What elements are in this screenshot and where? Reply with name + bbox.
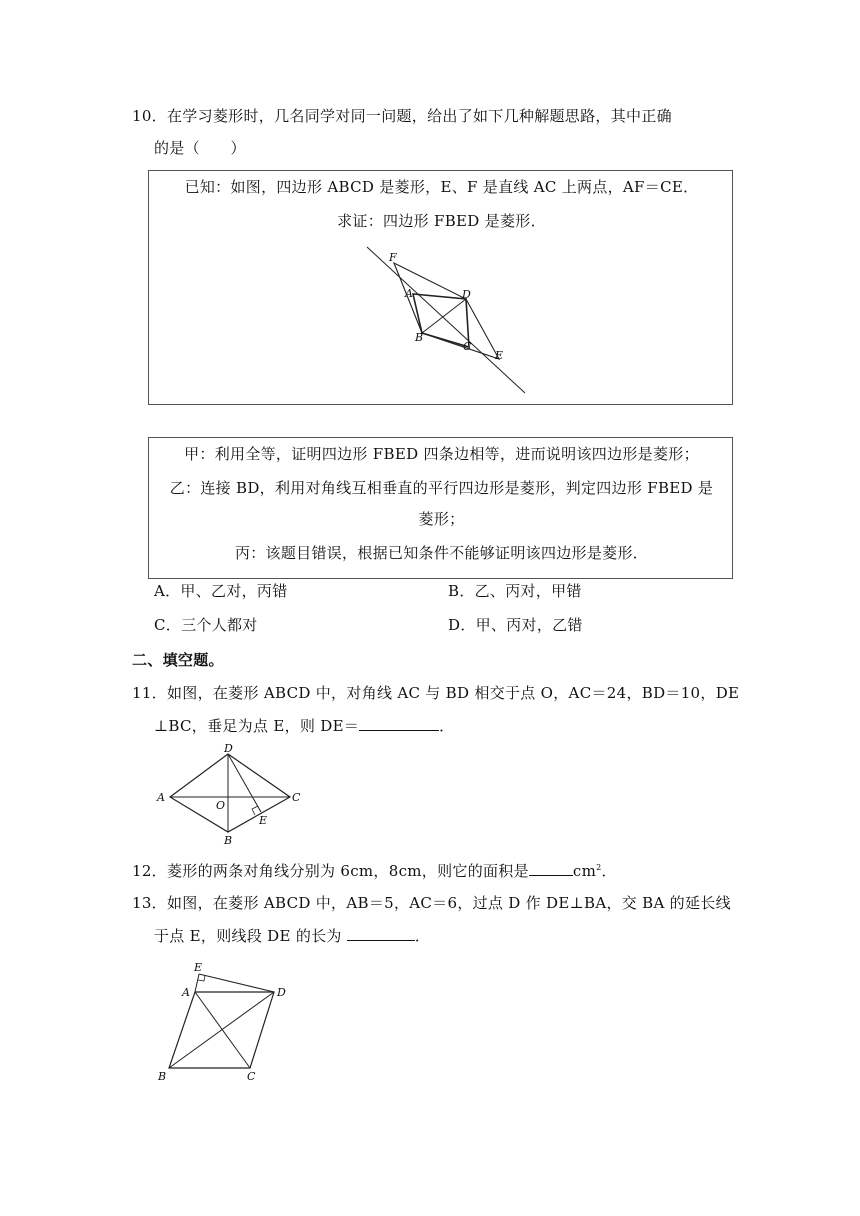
label-E: E xyxy=(259,814,268,827)
label-F: F xyxy=(389,251,397,264)
q13-line1: 13．如图，在菱形 ABCD 中，AB＝5，AC＝6，过点 D 作 DE⊥BA，交 BA 的延长线 xyxy=(132,894,731,912)
line-ac xyxy=(367,247,525,393)
option-d[interactable]: D．甲、丙对，乙错 xyxy=(448,616,583,634)
quad-fbed xyxy=(394,263,499,359)
q12-unit-exponent: 2 xyxy=(596,863,602,872)
q13-figure xyxy=(152,958,302,1088)
q10-figure xyxy=(349,237,549,397)
q10-stem-line1: 10．在学习菱形时，几名同学对同一问题，给出了如下几种解题思路，其中正确 xyxy=(132,107,672,125)
q12-period: ． xyxy=(601,862,617,880)
q10-stem-line2: 的是（ ） xyxy=(154,139,246,157)
label-D: D xyxy=(277,986,286,999)
label-E: E xyxy=(495,349,504,362)
opinion-bing: 丙：该题目错误，根据已知条件不能够证明该四边形是菱形． xyxy=(234,544,649,562)
opinion-jia: 甲：利用全等，证明四边形 FBED 四条边相等，进而说明该四边形是菱形； xyxy=(184,445,699,463)
right-angle-mark xyxy=(252,806,258,815)
option-b[interactable]: B．乙、丙对，甲错 xyxy=(448,582,582,600)
q12-text: 12．菱形的两条对角线分别为 6cm，8cm，则它的面积是 xyxy=(132,862,529,880)
diagonal-bd xyxy=(169,992,274,1068)
q11-line2-text: ⊥BC，垂足为点 E，则 DE＝ xyxy=(154,717,360,735)
q13-period: ． xyxy=(414,927,431,945)
q11-line1: 11．如图，在菱形 ABCD 中，对角线 AC 与 BD 相交于点 O，AC＝24，BD＝10，DE xyxy=(132,684,740,702)
diagonal-ac xyxy=(195,992,250,1068)
option-a[interactable]: A．甲、乙对，丙错 xyxy=(154,582,288,600)
label-C: C xyxy=(463,340,472,353)
label-B: B xyxy=(415,331,424,344)
option-c[interactable]: C．三个人都对 xyxy=(154,616,258,634)
q10-opinions-box xyxy=(148,437,733,579)
label-D: D xyxy=(224,742,233,755)
q13-line2-text: 于点 E，则线段 DE 的长为 xyxy=(154,927,347,945)
label-C: C xyxy=(292,791,301,804)
opinion-yi: 乙：连接 BD，利用对角线互相垂直的平行四边形是菱形，判定四边形 FBED 是 xyxy=(169,479,714,497)
label-E: E xyxy=(194,961,203,974)
opinion-yi-cont: 菱形； xyxy=(418,510,465,528)
extension-ae xyxy=(195,974,199,992)
label-B: B xyxy=(224,834,233,847)
q12-answer-blank[interactable] xyxy=(529,861,573,876)
q10-given-box xyxy=(148,170,733,405)
q11-line2 xyxy=(154,716,454,736)
label-D: D xyxy=(462,288,471,301)
segment-de xyxy=(228,754,261,812)
rhombus-abcd xyxy=(170,754,290,832)
q12-line xyxy=(132,858,617,881)
q10-given-line: 已知：如图，四边形 ABCD 是菱形，E、F 是直线 AC 上两点，AF＝CE． xyxy=(184,178,699,196)
label-B: B xyxy=(158,1070,167,1083)
q11-figure xyxy=(150,742,310,847)
q11-answer-blank[interactable] xyxy=(359,716,439,731)
label-C: C xyxy=(247,1070,256,1083)
section-title: 二、填空题。 xyxy=(132,651,224,669)
label-A: A xyxy=(157,791,165,804)
q12-unit: cm xyxy=(572,862,597,880)
label-A: A xyxy=(405,287,413,300)
q10-prove-line: 求证：四边形 FBED 是菱形． xyxy=(337,212,546,230)
q13-answer-blank[interactable] xyxy=(347,926,415,941)
label-O: O xyxy=(216,799,226,812)
q13-line2 xyxy=(154,926,430,946)
q11-period: ． xyxy=(439,717,455,735)
segment-de xyxy=(199,974,274,992)
label-A: A xyxy=(182,986,190,999)
